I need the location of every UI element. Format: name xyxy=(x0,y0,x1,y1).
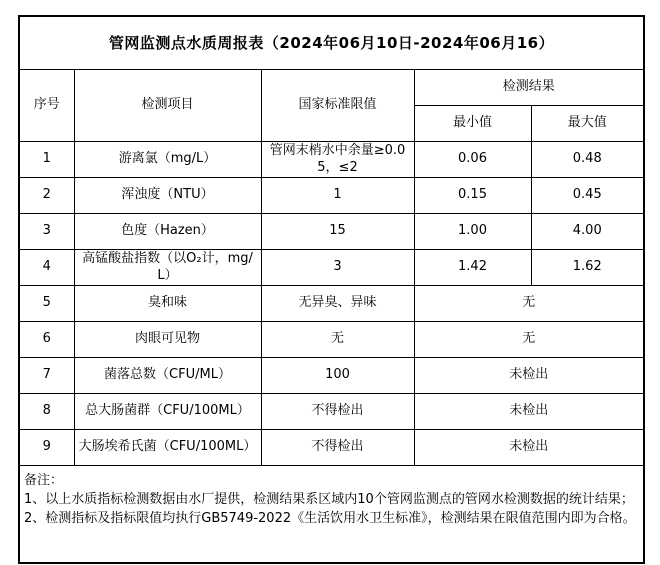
note-line-2: 2、检测指标及指标限值均执行GB5749-2022《生活饮用水卫生标准》，检测结果在限值范围内即为合格。 xyxy=(24,511,636,526)
cell-no: 8 xyxy=(19,394,74,430)
table-row xyxy=(19,214,644,250)
cell-item: 大肠埃希氏菌（CFU/100ML） xyxy=(74,430,261,466)
cell-item: 总大肠菌群（CFU/100ML） xyxy=(74,394,261,430)
table-row xyxy=(19,178,644,214)
cell-result: 未检出 xyxy=(414,358,644,394)
note-line-1: 1、以上水质指标检测数据由水厂提供，检测结果系区域内10个管网监测点的管网水检测数据的统计结果； xyxy=(24,492,634,507)
water-quality-table xyxy=(18,15,645,564)
cell-no: 3 xyxy=(19,214,74,250)
cell-item: 色度（Hazen） xyxy=(74,214,261,250)
cell-standard: 15 xyxy=(261,214,414,250)
cell-no: 2 xyxy=(19,178,74,214)
cell-standard: 无 xyxy=(261,322,414,358)
cell-no: 7 xyxy=(19,358,74,394)
col-header-no: 序号 xyxy=(19,70,74,142)
cell-standard: 管网末梢水中余量≥0.05，≤2 xyxy=(261,142,414,178)
cell-result: 未检出 xyxy=(414,430,644,466)
table-row xyxy=(19,358,644,394)
cell-standard: 无异臭、异味 xyxy=(261,286,414,322)
cell-min: 1.42 xyxy=(414,250,531,286)
cell-no: 6 xyxy=(19,322,74,358)
col-header-min: 最小值 xyxy=(414,106,531,142)
cell-standard: 不得检出 xyxy=(261,394,414,430)
col-header-result: 检测结果 xyxy=(414,70,644,106)
cell-no: 1 xyxy=(19,142,74,178)
cell-no: 4 xyxy=(19,250,74,286)
notes-row xyxy=(19,466,644,564)
cell-no: 9 xyxy=(19,430,74,466)
table-row xyxy=(19,394,644,430)
cell-standard: 不得检出 xyxy=(261,430,414,466)
cell-max: 0.45 xyxy=(531,178,644,214)
cell-min: 0.06 xyxy=(414,142,531,178)
cell-standard: 1 xyxy=(261,178,414,214)
col-header-item: 检测项目 xyxy=(74,70,261,142)
page-title: 管网监测点水质周报表（2024年06月10日-2024年06月16） xyxy=(19,16,644,70)
cell-item: 游离氯（mg/L） xyxy=(74,142,261,178)
table-row xyxy=(19,250,644,286)
table-row xyxy=(19,430,644,466)
cell-result: 未检出 xyxy=(414,394,644,430)
table-row xyxy=(19,286,644,322)
cell-max: 4.00 xyxy=(531,214,644,250)
cell-result: 无 xyxy=(414,286,644,322)
title-row xyxy=(19,16,644,70)
notes-block xyxy=(19,466,644,564)
cell-item: 臭和味 xyxy=(74,286,261,322)
cell-item: 肉眼可见物 xyxy=(74,322,261,358)
cell-result: 无 xyxy=(414,322,644,358)
cell-min: 0.15 xyxy=(414,178,531,214)
cell-no: 5 xyxy=(19,286,74,322)
cell-standard: 100 xyxy=(261,358,414,394)
cell-min: 1.00 xyxy=(414,214,531,250)
cell-item: 浑浊度（NTU） xyxy=(74,178,261,214)
table-row xyxy=(19,322,644,358)
header-row-top xyxy=(19,70,644,106)
col-header-standard: 国家标准限值 xyxy=(261,70,414,142)
cell-standard: 3 xyxy=(261,250,414,286)
table-row xyxy=(19,142,644,178)
cell-item: 菌落总数（CFU/ML） xyxy=(74,358,261,394)
cell-item: 高锰酸盐指数（以O₂计，mg/L） xyxy=(74,250,261,286)
notes-label: 备注： xyxy=(24,473,64,488)
cell-max: 0.48 xyxy=(531,142,644,178)
col-header-max: 最大值 xyxy=(531,106,644,142)
cell-max: 1.62 xyxy=(531,250,644,286)
